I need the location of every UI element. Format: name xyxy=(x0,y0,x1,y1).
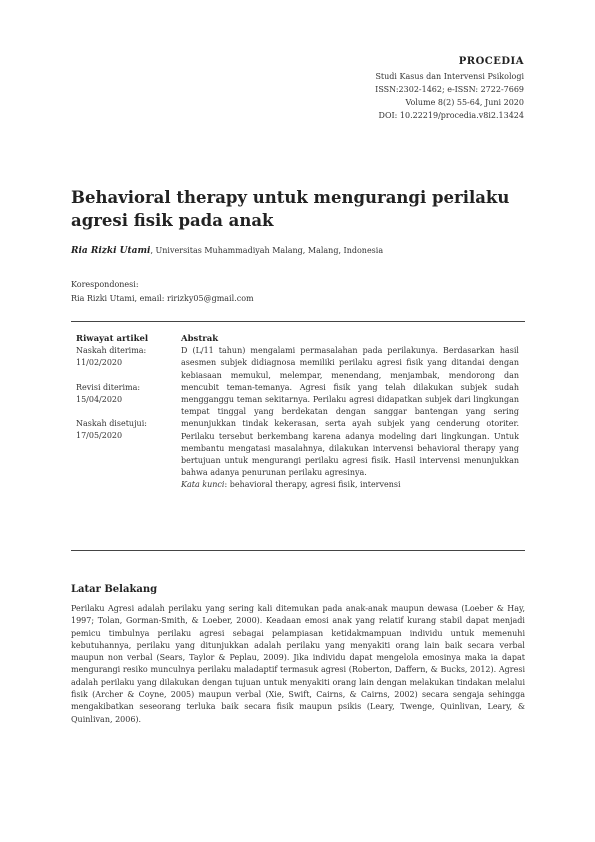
correspondence xyxy=(71,278,254,306)
accepted-label: Naskah disetujui: xyxy=(76,419,147,429)
journal-volume: Volume 8(2) 55-64, Juni 2020 xyxy=(405,98,524,107)
journal-name: PROCEDIA xyxy=(458,56,524,67)
author-affiliation: , Universitas Muhammadiyah Malang, Malang, Indonesia xyxy=(150,246,384,255)
article-title: Behavioral therapy untuk mengurangi perilaku agresi fisik pada anak xyxy=(71,188,510,230)
keywords-list: : behavioral therapy, agresi fisik, intervensi xyxy=(224,480,401,490)
keywords xyxy=(181,479,519,491)
received-date: 11/02/2020 xyxy=(76,358,123,368)
correspondence-detail: Ria Rizki Utami, email: ririzky05@gmail.com xyxy=(71,294,254,303)
history-heading: Riwayat artikel xyxy=(76,334,149,344)
section-heading: Latar Belakang xyxy=(71,584,158,595)
body-paragraph: Perilaku Agresi adalah perilaku yang sering kali ditemukan pada anak-anak maupun dewasa (Loeber & Hay, 1997; Tolan, Gorman-Smith, & Loeber, 2000). Keadaan emosi anak yang relatif kurang stabil dapat menjadi pemicu timbulnya perilaku agresi sebagai pelampiasan ketidakmampuan individu untuk memenuhi kebutuhannya, perilaku yang ditunjukkan adalah perilaku yang menyakiti orang lain baik secara verbal maupun non verbal (Sears, Taylor & Peplau, 2009). Jika individu dapat mengelola emosinya maka ia dapat mengurangi resiko munculnya perilaku maladaptif termasuk agresi (Roberton, Daffern, & Bucks, 2012). Agresi adalah perilaku yang dilakukan dengan tujuan untuk menyakiti orang lain dengan melakukan tindakan melalui fisik (Archer & Coyne, 2005) maupun verbal (Xie, Swift, Cairns, & Cairns, 2002) secara sengaja sehingga mengakibatkan seseorang terluka baik secara fisik maupun psikis (Leary, Twenge, Quinlivan, Leary, & Quinlivan, 2006). xyxy=(71,604,525,724)
abstract-text: D (L/11 tahun) mengalami permasalahan pada perilakunya. Berdasarkan hasil asesmen subjek didiagnosa memiliki perilaku agresi fisik yang ditandai dengan kebiasaan memukul, melempar, menendang, menjambak, mendorong dan mencubit teman-temanya. Agresi fisik yang telah dilakukan subjek sudah mengganggu teman sekitarnya. Perilaku agresi didapatkan subjek dari lingkungan tempat tinggal yang berdekatan dengan sanggar bantengan yang sering menunjukkan tindak kekerasan, serta ayah subjek yang cenderung otoriter. Perilaku tersebut berkembang karena adanya modeling dari lingkungan. Untuk membantu mengatasi masalahnya, dilakukan intervensi behavioral therapy yang bertujuan untuk mengurangi perilaku agresi fisik. Hasil intervensi menunjukkan bahwa adanya penurunan perilaku agresinya. xyxy=(181,346,519,478)
article-history xyxy=(76,333,166,442)
journal-header xyxy=(375,55,524,122)
correspondence-label: Korespondonesi: xyxy=(71,280,139,289)
journal-doi: DOI: 10.22219/procedia.v8i2.13424 xyxy=(378,111,524,120)
keywords-label: Kata kunci xyxy=(181,480,225,490)
received-label: Naskah diterima: xyxy=(76,346,147,356)
revised-date: 15/04/2020 xyxy=(76,394,123,404)
revised-label: Revisi diterima: xyxy=(76,382,141,392)
accepted-date: 17/05/2020 xyxy=(76,431,123,441)
abstract-heading: Abstrak xyxy=(181,334,219,344)
abstract xyxy=(181,333,519,492)
journal-subtitle: Studi Kasus dan Intervensi Psikologi xyxy=(375,72,524,81)
divider-bottom xyxy=(71,550,525,551)
author-line xyxy=(71,246,383,256)
divider-top xyxy=(71,321,525,322)
author-name: Ria Rizki Utami xyxy=(71,246,151,256)
journal-issn: ISSN:2302-1462; e-ISSN: 2722-7669 xyxy=(375,85,524,94)
